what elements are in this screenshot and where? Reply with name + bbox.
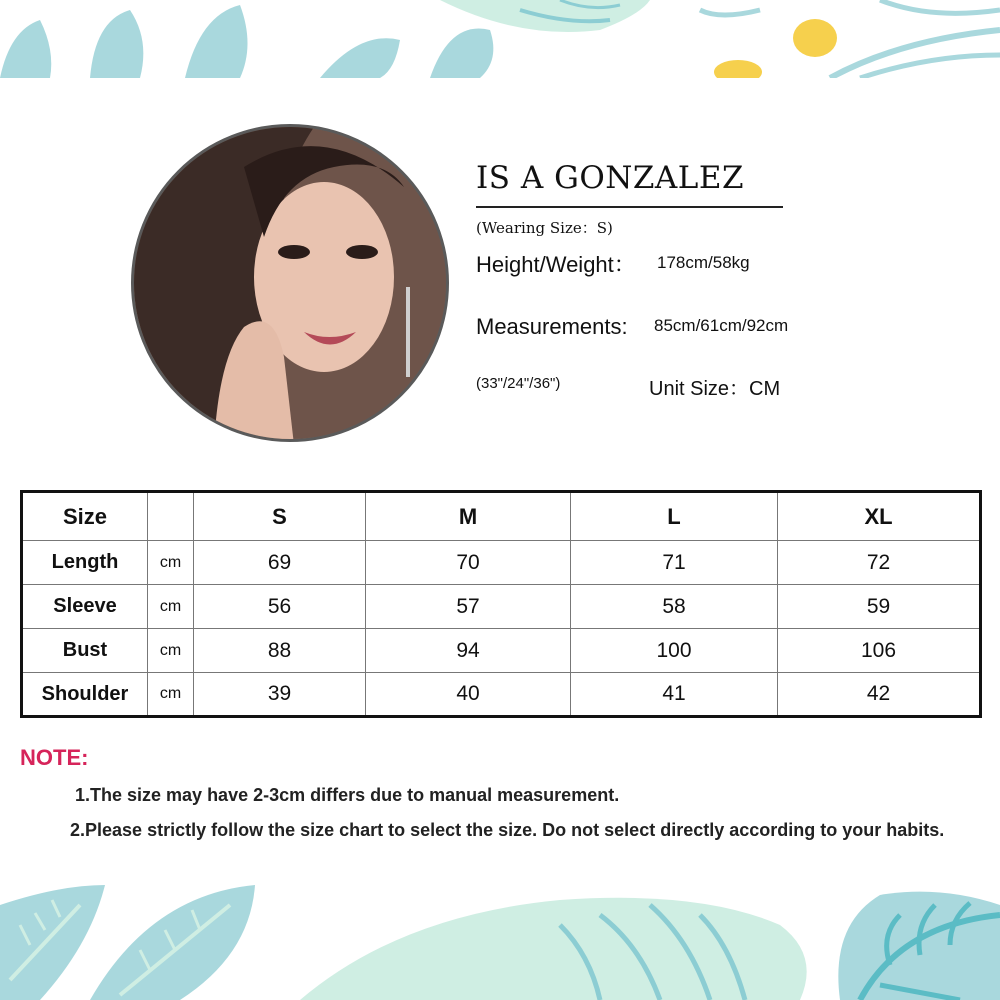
row-unit: cm — [148, 585, 194, 629]
leaf-decoration-top — [0, 0, 1000, 78]
table-header-row — [22, 492, 981, 541]
cell-value: 41 — [571, 673, 778, 717]
table-row — [22, 629, 981, 673]
table-row — [22, 541, 981, 585]
cell-value: 56 — [194, 585, 366, 629]
table-row — [22, 585, 981, 629]
row-unit: cm — [148, 541, 194, 585]
name-divider — [476, 206, 783, 208]
row-label-length: Length — [22, 541, 148, 585]
row-label-bust: Bust — [22, 629, 148, 673]
size-corner-label: Size — [22, 492, 148, 541]
size-header-m: M — [366, 492, 571, 541]
cell-value: 100 — [571, 629, 778, 673]
cell-value: 42 — [778, 673, 981, 717]
row-label-shoulder: Shoulder — [22, 673, 148, 717]
height-weight-value: 178cm/58kg — [657, 253, 750, 272]
size-chart-table — [20, 490, 982, 718]
cell-value: 72 — [778, 541, 981, 585]
note-line-2: 2.Please strictly follow the size chart to select the size. Do not select directly according to your habits. — [70, 820, 945, 840]
row-unit: cm — [148, 673, 194, 717]
cell-value: 94 — [366, 629, 571, 673]
note-line-1: 1.The size may have 2-3cm differs due to manual measurement. — [75, 785, 620, 805]
cell-value: 69 — [194, 541, 366, 585]
cell-value: 71 — [571, 541, 778, 585]
height-weight-label: Height/Weight： — [476, 252, 636, 277]
size-header-xl: XL — [778, 492, 981, 541]
leaf-decoration-bottom — [0, 885, 1000, 1000]
measurements-value: 85cm/61cm/92cm — [654, 316, 789, 335]
cell-value: 59 — [778, 585, 981, 629]
row-unit: cm — [148, 629, 194, 673]
cell-value: 39 — [194, 673, 366, 717]
cell-value: 58 — [571, 585, 778, 629]
row-label-sleeve: Sleeve — [22, 585, 148, 629]
measurements-label: Measurements: — [476, 314, 628, 339]
size-header-s: S — [194, 492, 366, 541]
model-portrait — [131, 124, 449, 442]
size-header-l: L — [571, 492, 778, 541]
cell-value: 106 — [778, 629, 981, 673]
cell-value: 88 — [194, 629, 366, 673]
wearing-size: (Wearing Size：S) — [476, 219, 613, 237]
cell-value: 40 — [366, 673, 571, 717]
model-name: IS A GONZALEZ — [476, 160, 745, 196]
note-title: NOTE: — [20, 745, 89, 770]
cell-value: 70 — [366, 541, 571, 585]
measurements-inches: (33"/24"/36") — [476, 375, 561, 392]
cell-value: 57 — [366, 585, 571, 629]
unit-size: Unit Size：CM — [649, 378, 781, 400]
table-row — [22, 673, 981, 717]
unit-header-cell — [148, 492, 194, 541]
